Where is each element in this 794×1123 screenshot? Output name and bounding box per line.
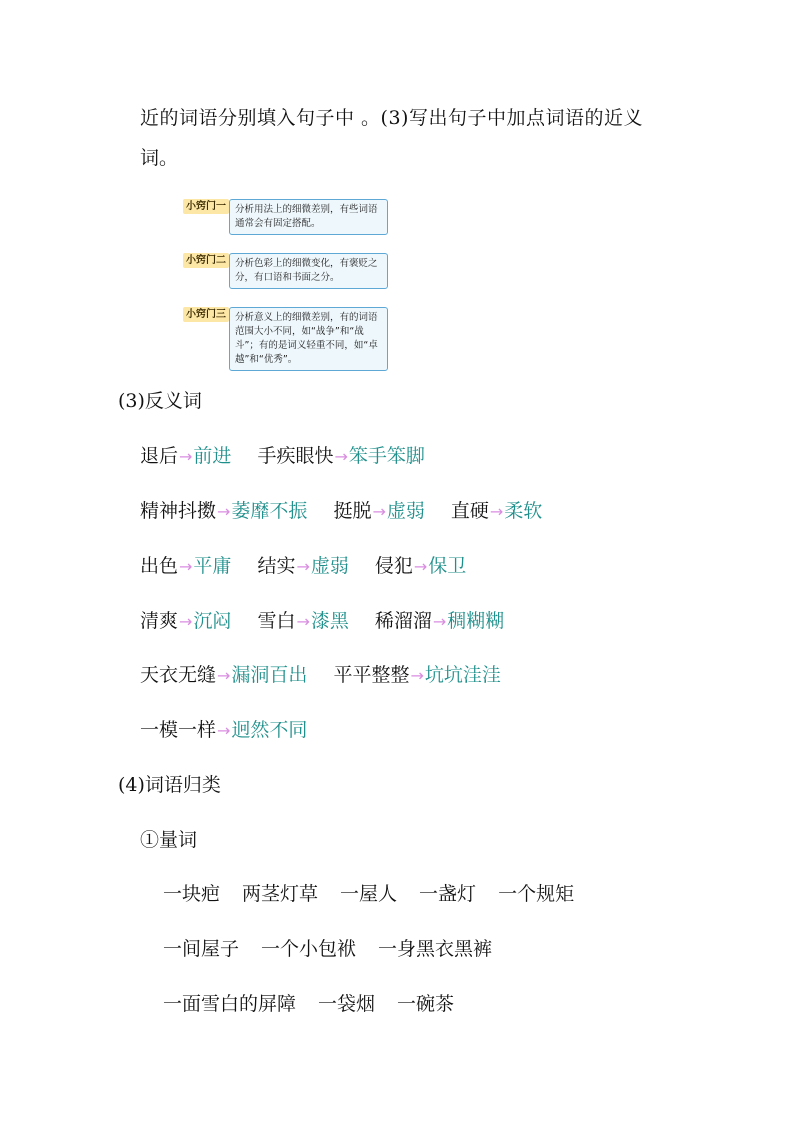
antonyms-heading: (3)反义词	[118, 390, 202, 412]
intro-line-1: 近的词语分别填入句子中 。(3)写出句子中加点词语的近义	[140, 107, 643, 129]
measure-word-row	[163, 992, 476, 1016]
measure-word-phrase: 一屋人	[340, 883, 398, 905]
classification-heading: (4)词语归类	[118, 774, 221, 796]
arrow-icon: →	[410, 666, 424, 685]
antonym-row	[140, 718, 333, 743]
antonym-pair	[140, 664, 307, 686]
antonym-pair	[140, 610, 231, 632]
antonym-word: 虚弱	[386, 500, 425, 522]
word: 侵犯	[374, 555, 413, 577]
arrow-icon: →	[217, 721, 231, 740]
measure-word-phrase: 一个规矩	[498, 883, 575, 905]
tip-text: 分析意义上的细微差别，有的词语范围大小不同，如“战争”和“战斗”；有的是词义轻重不同，如“卓越”和“优秀”。	[229, 307, 388, 371]
antonym-word: 保卫	[428, 555, 467, 577]
antonym-row	[140, 554, 492, 579]
antonym-word: 平庸	[193, 555, 232, 577]
antonym-word: 漆黑	[310, 610, 349, 632]
measure-word-phrase: 一盏灯	[419, 883, 477, 905]
antonym-pair	[140, 555, 231, 577]
word: 一模一样	[140, 719, 217, 741]
arrow-icon: →	[296, 557, 310, 576]
arrow-icon: →	[334, 447, 348, 466]
antonym-word: 迥然不同	[231, 719, 308, 741]
tips-panel	[183, 195, 388, 389]
antonym-word: 沉闷	[193, 610, 232, 632]
tip-text: 分析色彩上的细微变化，有褒贬之分，有口语和书面之分。	[229, 253, 388, 289]
measure-word-phrase: 一碗茶	[397, 993, 455, 1015]
measure-word-phrase: 一块疤	[163, 883, 221, 905]
antonym-word: 笨手笨脚	[348, 445, 425, 467]
word: 雪白	[257, 610, 296, 632]
arrow-icon: →	[489, 502, 504, 521]
arrow-icon: →	[179, 557, 193, 576]
measure-word-phrase: 一间屋子	[163, 938, 240, 960]
word: 天衣无缝	[140, 664, 217, 686]
antonym-pair	[257, 610, 348, 632]
antonym-pair	[140, 719, 307, 741]
measure-word-row	[163, 882, 596, 906]
antonym-word: 坑坑洼洼	[424, 664, 501, 686]
arrow-icon: →	[179, 447, 193, 466]
arrow-icon: →	[372, 502, 386, 521]
word: 结实	[257, 555, 296, 577]
tip-1	[183, 199, 388, 235]
intro-line-2: 词。	[140, 147, 179, 169]
tip-2	[183, 253, 388, 289]
tip-text: 分析用法上的细微差别，有些词语通常会有固定搭配。	[229, 199, 388, 235]
measure-word-row	[163, 937, 514, 961]
arrow-icon: →	[217, 666, 231, 685]
measure-word-phrase: 两茎灯草	[242, 883, 319, 905]
tip-label: 小窍门二	[183, 253, 229, 268]
antonym-pair	[257, 555, 348, 577]
antonym-row	[140, 444, 451, 469]
antonym-pair	[333, 664, 500, 686]
arrow-icon: →	[432, 612, 447, 631]
arrow-icon: →	[296, 612, 310, 631]
tip-3	[183, 307, 388, 371]
arrow-icon: →	[217, 502, 231, 521]
antonym-pair	[140, 445, 231, 467]
antonym-row	[140, 609, 530, 634]
antonym-word: 稠糊糊	[447, 610, 505, 632]
antonym-word: 虚弱	[310, 555, 349, 577]
tip-label: 小窍门三	[183, 307, 229, 322]
antonym-pair	[257, 445, 424, 467]
antonym-pair	[375, 610, 504, 632]
arrow-icon: →	[413, 557, 428, 576]
word: 平平整整	[333, 664, 410, 686]
measure-word-phrase: 一个小包袱	[261, 938, 357, 960]
word: 挺脱	[333, 500, 372, 522]
antonym-word: 前进	[193, 445, 232, 467]
antonym-pair	[451, 500, 542, 522]
word: 直硬	[450, 500, 489, 522]
word: 手疾眼快	[257, 445, 334, 467]
antonym-word: 漏洞百出	[231, 664, 308, 686]
word: 退后	[140, 445, 179, 467]
measure-words-subheading: ①量词	[140, 829, 198, 851]
antonym-pair	[375, 555, 466, 577]
word: 稀溜溜	[374, 610, 432, 632]
word: 出色	[140, 555, 179, 577]
antonym-word: 萎靡不振	[231, 500, 308, 522]
arrow-icon: →	[179, 612, 193, 631]
word: 精神抖擞	[140, 500, 217, 522]
antonym-pair	[333, 500, 424, 522]
measure-word-phrase: 一身黑衣黑裤	[378, 938, 493, 960]
tip-label: 小窍门一	[183, 199, 229, 214]
antonym-row	[140, 663, 527, 688]
antonym-word: 柔软	[504, 500, 543, 522]
measure-word-phrase: 一袋烟	[318, 993, 376, 1015]
antonym-pair	[140, 500, 307, 522]
antonym-row	[140, 499, 568, 524]
measure-word-phrase: 一面雪白的屏障	[163, 993, 297, 1015]
word: 清爽	[140, 610, 179, 632]
